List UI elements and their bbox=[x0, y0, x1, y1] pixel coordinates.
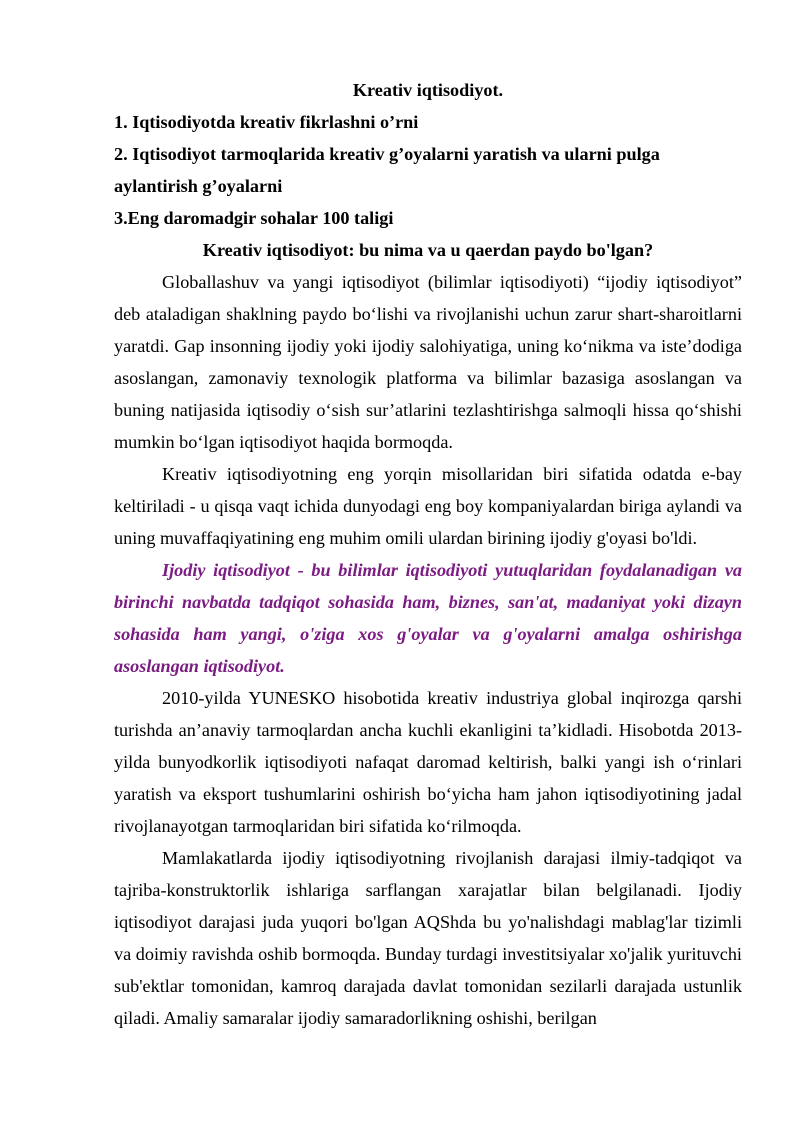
paragraph-globalization: Globallashuv va yangi iqtisodiyot (bilimlar iqtisodiyoti) “ijodiy iqtisodiyot” deb ataladigan shaklning paydo bo‘lishi va rivojlanishi uchun zarur shart-sharoitlarni yaratdi. Gap insonning ijodiy yoki ijodiy salohiyatiga, uning ko‘nikma va iste’dodiga asoslangan, zamonaviy texnologik platforma va bilimlar bazasiga asoslangan va buning natijasida iqtisodiy o‘sish sur’atlarini tezlashtirishga salmoqli hissa qo‘shishi mumkin bo‘lgan iqtisodiyot haqida bormoqda. bbox=[114, 272, 742, 452]
document-page bbox=[114, 74, 742, 1034]
section-heading: Kreativ iqtisodiyot: bu nima va u qaerdan paydo bo'lgan? bbox=[202, 240, 654, 260]
outline-item-2: 2. Iqtisodiyot tarmoqlarida kreativ g’oyalarni yaratish va ularni pulga aylantirish g’oyalarni bbox=[114, 144, 660, 196]
outline-item-3: 3.Eng daromadgir sohalar 100 taligi bbox=[114, 208, 394, 228]
paragraph-rnd-investment: Mamlakatlarda ijodiy iqtisodiyotning rivojlanish darajasi ilmiy-tadqiqot va tajriba-konstruktorlik ishlariga sarflangan xarajatlar bilan belgilanadi. Ijodiy iqtisodiyot darajasi juda yuqori bo'lgan AQShda bu yo'nalishdagi mablag'lar tizimli va doimiy ravishda oshib bormoqda. Bunday turdagi investitsiyalar xo'jalik yurituvchi sub'ektlar tomonidan, kamroq darajada davlat tomonidan sezilarli darajada ustunlik qiladi. Amaliy samaralar ijodiy samaradorlikning oshishi, berilgan bbox=[114, 848, 742, 1028]
document-title: Kreativ iqtisodiyot. bbox=[352, 80, 504, 100]
outline-item-1: 1. Iqtisodiyotda kreativ fikrlashni o’rni bbox=[114, 112, 419, 132]
paragraph-ebay-example: Kreativ iqtisodiyotning eng yorqin misollaridan biri sifatida odatda e-bay keltiriladi - u qisqa vaqt ichida dunyodagi eng boy kompaniyalardan biriga aylandi va uning muvaffaqiyatining eng muhim omili ulardan birining ijodiy g'oyasi bo'ldi. bbox=[114, 464, 742, 548]
paragraph-unesco-report: 2010-yilda YUNESKO hisobotida kreativ industriya global inqirozga qarshi turishda an’anaviy tarmoqlardan ancha kuchli ekanligini ta’kidladi. Hisobotda 2013-yilda bunyodkorlik iqtisodiyoti nafaqat daromad keltirish, balki yangi ish o‘rinlari yaratish va eksport tushumlarini oshirish bo‘yicha ham jahon iqtisodiyotining jadal rivojlanayotgan tarmoqlaridan biri sifatida ko‘rilmoqda. bbox=[114, 688, 742, 836]
paragraph-definition-highlight: Ijodiy iqtisodiyot - bu bilimlar iqtisodiyoti yutuqlaridan foydalanadigan va birinchi navbatda tadqiqot sohasida ham, biznes, san'at, madaniyat yoki dizayn sohasida ham yangi, o'ziga xos g'oyalar va g'oyalarni amalga oshirishga asoslangan iqtisodiyot. bbox=[114, 560, 742, 676]
